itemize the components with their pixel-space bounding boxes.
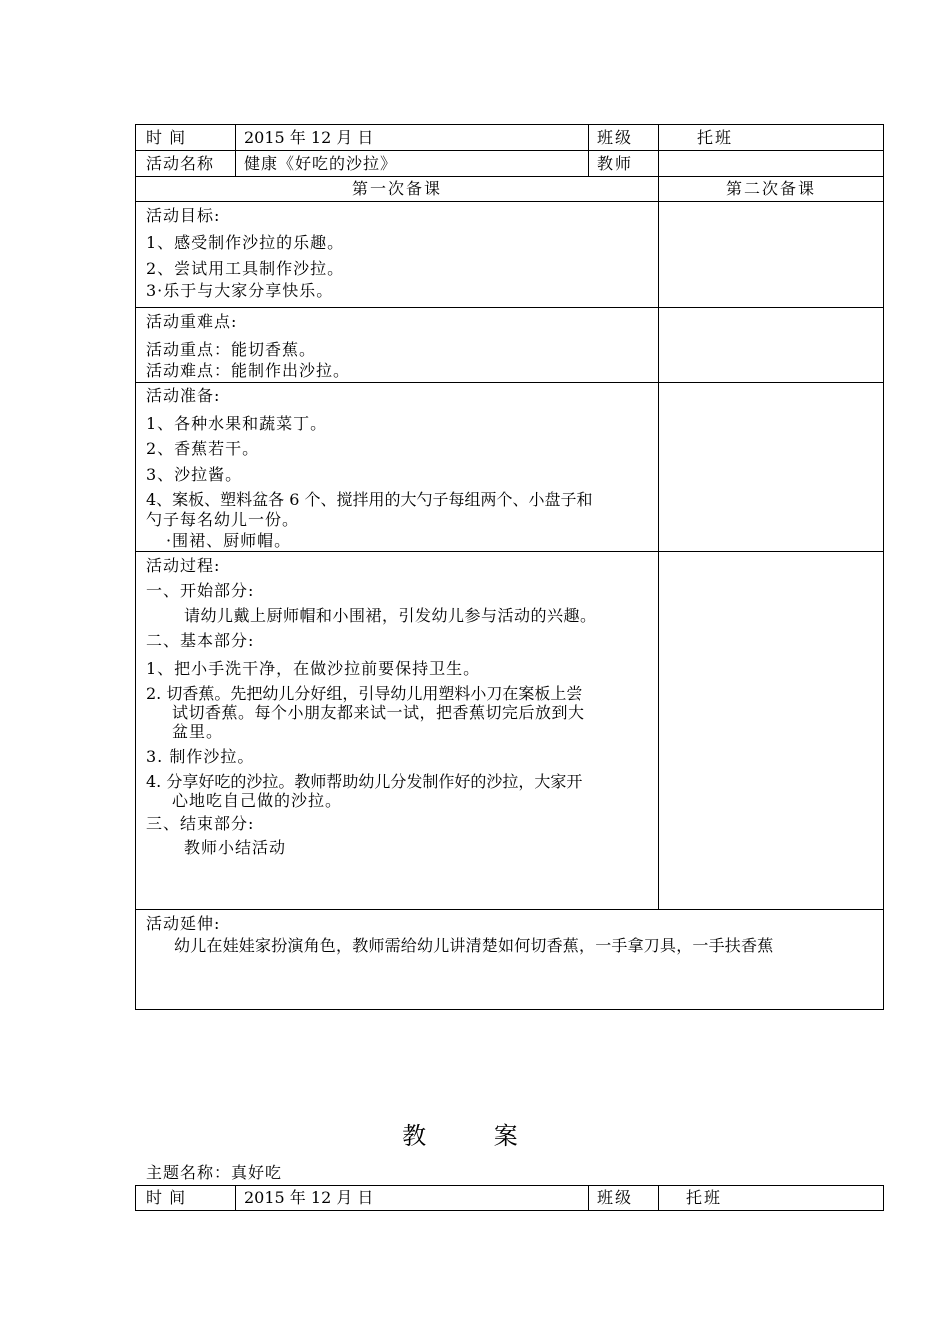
class-label: 班级 (597, 128, 634, 147)
extension-text: 幼儿在娃娃家扮演角色，教师需给幼儿讲清楚如何切香蕉，一手拿刀具，一手扶香蕉 (174, 936, 774, 955)
process-section: 三、结束部分: (146, 814, 255, 833)
process-item: 教师小结活动 (184, 838, 287, 857)
table-border-right (883, 124, 884, 1009)
table-divider (135, 382, 884, 383)
activity-name-value: 健康《好吃的沙拉》 (244, 154, 398, 173)
table-divider (658, 124, 659, 909)
preparation-item: ·围裙、厨师帽。 (166, 531, 292, 550)
table-divider (235, 1185, 236, 1210)
preparation-item: 3、沙拉酱。 (146, 465, 243, 484)
teacher-label: 教师 (597, 154, 634, 173)
page2-class-label: 班级 (597, 1188, 634, 1207)
table-divider (235, 124, 236, 176)
table-border-left (135, 124, 136, 1009)
preparation-item: 4、案板、塑料盆各 6 个、搅拌用的大勺子每组两个、小盘子和 (146, 490, 593, 509)
extension-heading: 活动延伸: (146, 914, 221, 933)
goal-item: 3·乐于与大家分享快乐。 (146, 281, 334, 300)
table-divider (135, 551, 884, 552)
table-divider (588, 124, 589, 176)
goal-item: 1、感受制作沙拉的乐趣。 (146, 233, 345, 252)
page2-time-label: 时 间 (146, 1188, 187, 1207)
table-divider (135, 307, 884, 308)
process-item: 1、把小手洗干净，在做沙拉前要保持卫生。 (146, 659, 481, 678)
process-item: 心地吃自己做的沙拉。 (172, 791, 343, 810)
process-heading: 活动过程: (146, 556, 221, 575)
time-value: 2015 年 12 月 日 (244, 128, 374, 147)
preparation-heading: 活动准备: (146, 386, 221, 405)
table-border-bottom (135, 1210, 884, 1211)
preparation-item: 2、香蕉若干。 (146, 439, 260, 458)
table-divider (588, 1185, 589, 1210)
table-divider (135, 909, 884, 910)
process-item: 4. 分享好吃的沙拉。教师帮助幼儿分发制作好的沙拉，大家开 (146, 772, 583, 791)
key-point-item: 活动难点：能制作出沙拉。 (146, 361, 351, 380)
process-item: 请幼儿戴上厨师帽和小围裙，引发幼儿参与活动的兴趣。 (184, 606, 597, 625)
process-item: 2. 切香蕉。先把幼儿分好组，引导幼儿用塑料小刀在案板上尝 (146, 684, 583, 703)
page-title: 教 案 (402, 1122, 548, 1150)
goal-item: 2、尝试用工具制作沙拉。 (146, 259, 345, 278)
table-border-top (135, 1185, 884, 1186)
class-value: 托班 (697, 128, 734, 147)
preparation-item: 勺子每名幼儿一份。 (146, 510, 300, 529)
table-border-left (135, 1185, 136, 1210)
goals-heading: 活动目标: (146, 206, 221, 225)
table-divider (135, 176, 884, 177)
page2-time-value: 2015 年 12 月 日 (244, 1188, 374, 1207)
table-divider (135, 201, 884, 202)
second-prep-header: 第二次备课 (725, 179, 816, 198)
first-prep-header: 第一次备课 (351, 179, 442, 198)
time-label: 时 间 (146, 128, 187, 147)
preparation-item: 1、各种水果和蔬菜丁。 (146, 414, 328, 433)
process-item: 3. 制作沙拉。 (146, 747, 255, 766)
table-divider (135, 150, 884, 151)
table-border-bottom (135, 1009, 884, 1010)
process-item: 盆里。 (172, 722, 224, 741)
theme-line: 主题名称：真好吃 (146, 1163, 283, 1182)
process-section: 二、基本部分: (146, 631, 255, 650)
table-border-top (135, 124, 884, 125)
key-point-item: 活动重点：能切香蕉。 (146, 340, 317, 359)
activity-name-label: 活动名称 (146, 154, 215, 173)
table-divider (658, 1185, 659, 1210)
process-item: 试切香蕉。每个小朋友都来试一试，把香蕉切完后放到大 (172, 703, 585, 722)
page2-class-value: 托班 (686, 1188, 723, 1207)
key-points-heading: 活动重难点: (146, 312, 238, 331)
process-section: 一、开始部分: (146, 581, 255, 600)
table-border-right (883, 1185, 884, 1210)
